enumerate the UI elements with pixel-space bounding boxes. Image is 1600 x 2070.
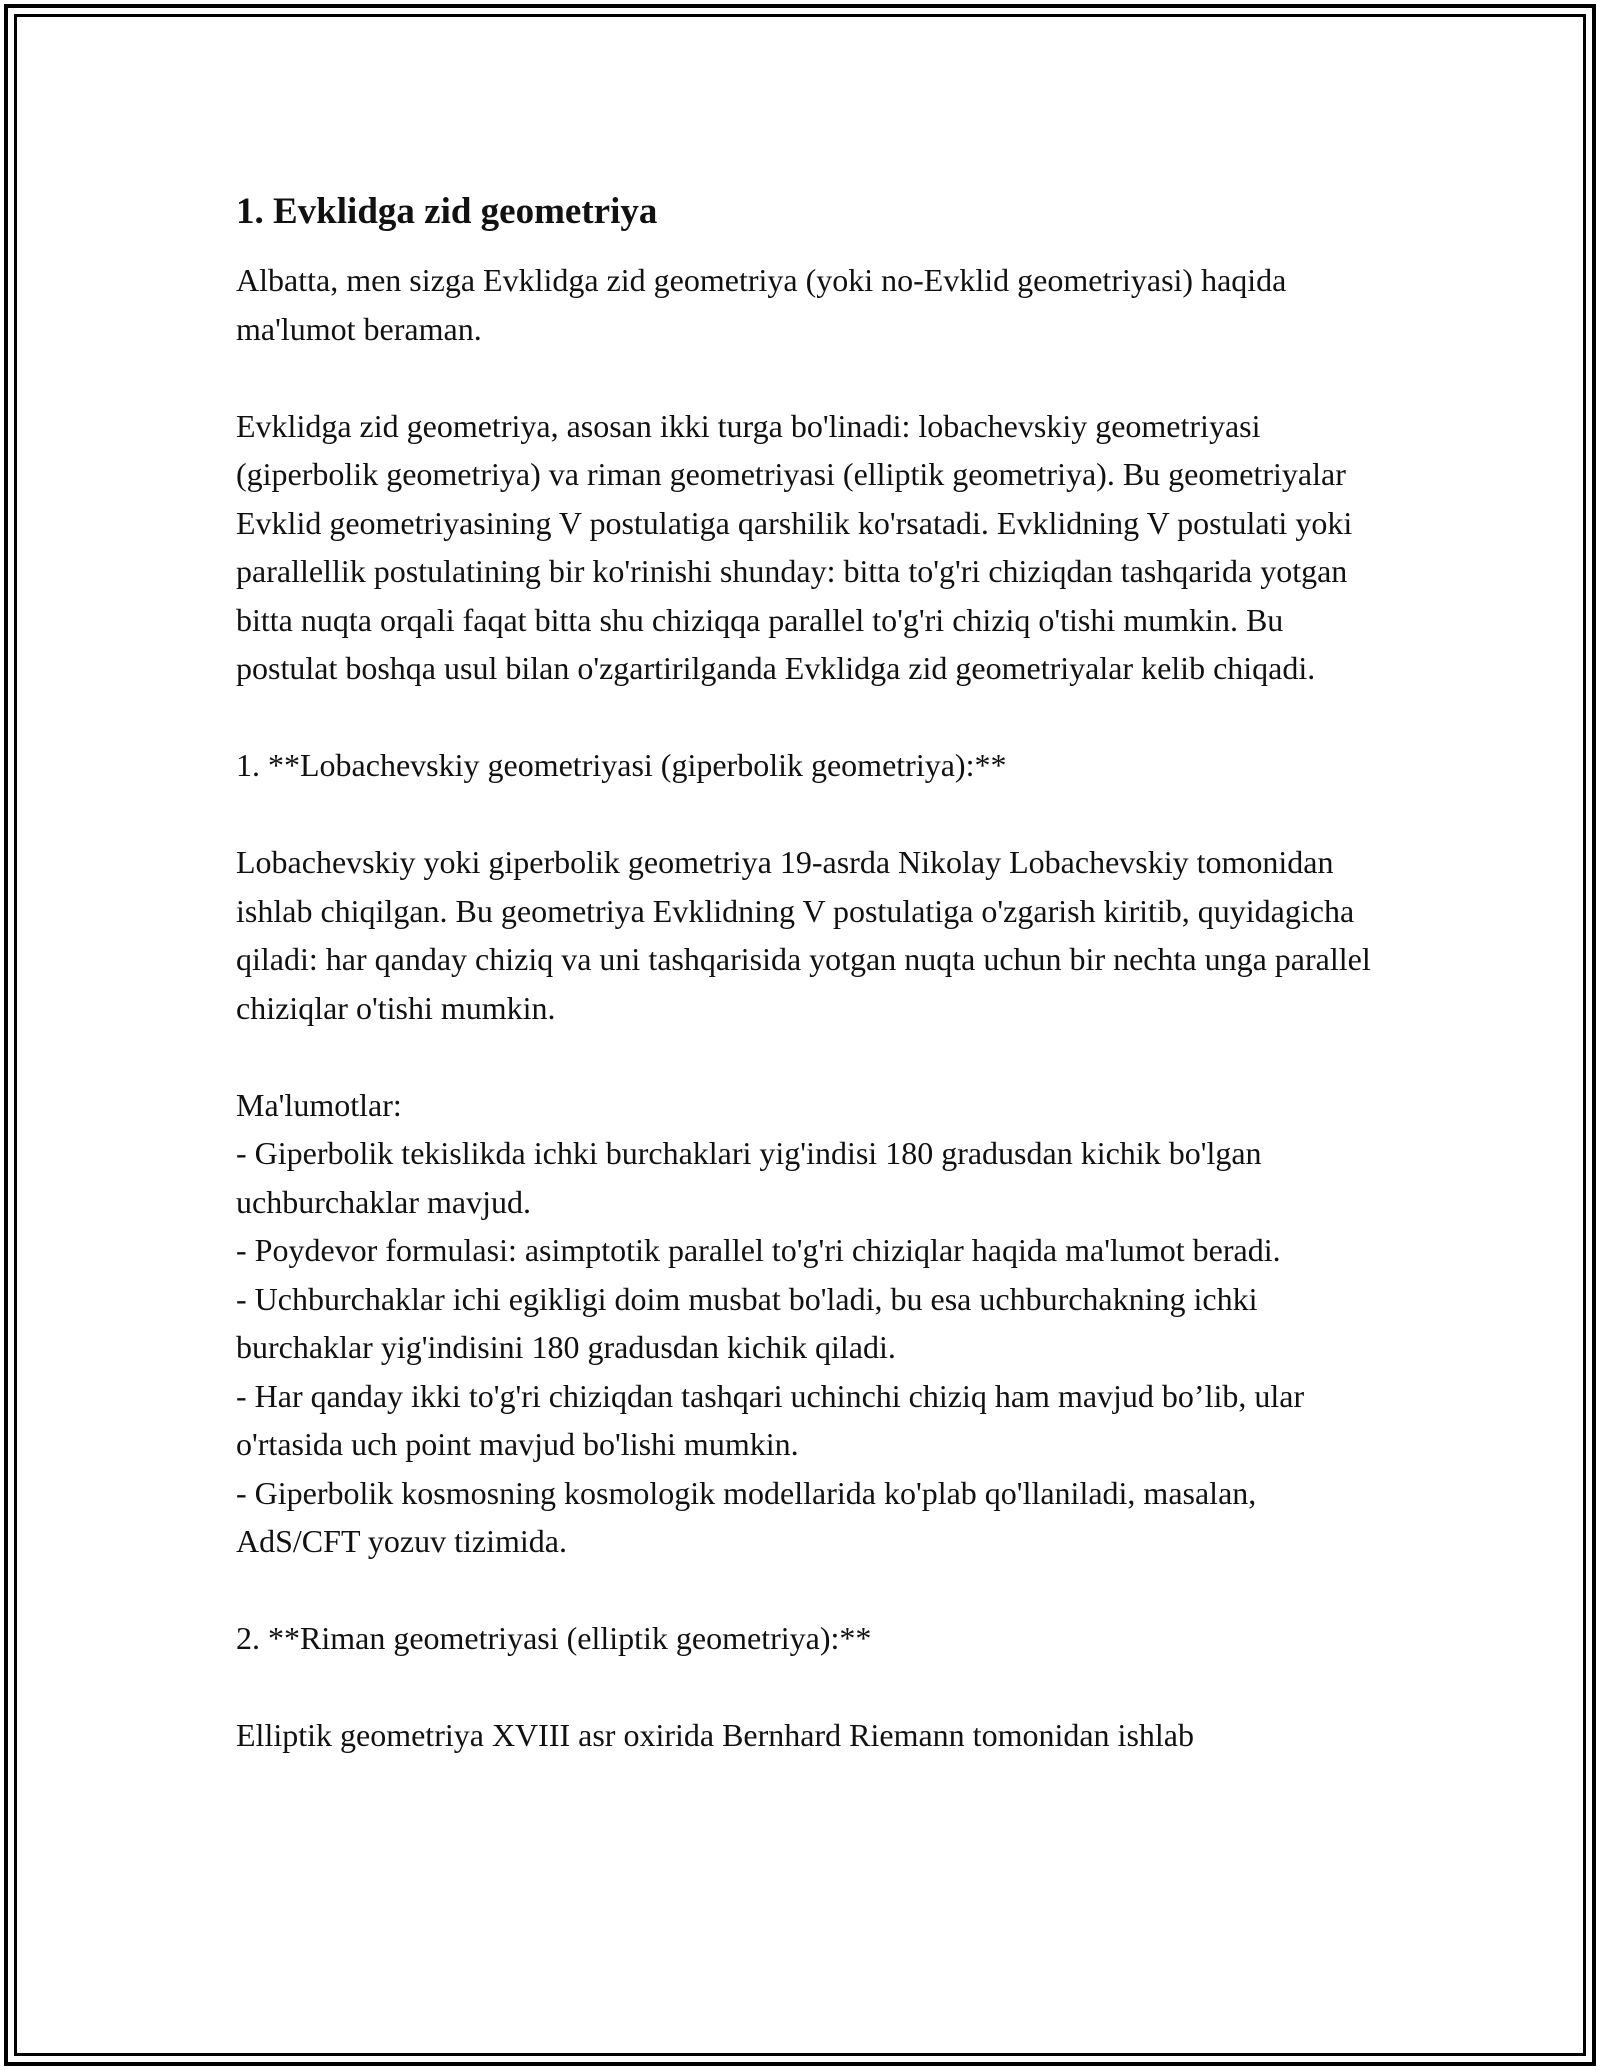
section1-heading: 1. **Lobachevskiy geometriyasi (giperbolik geometriya):**	[236, 747, 1007, 783]
facts-list	[236, 1081, 1376, 1566]
list-item: - Giperbolik kosmosning kosmologik modellarida ko'plab qo'llaniladi, masalan, AdS/CFT yozuv tizimida.	[236, 1474, 1263, 1559]
document-title: 1. Evklidga zid geometriya	[236, 191, 658, 232]
facts-label: Ma'lumotlar:	[236, 1086, 402, 1123]
list-item: - Har qanday ikki to'g'ri chiziqdan tashqari uchinchi chiziq ham mavjud bo’lib, ular o'rtasida uch point mavjud bo'lishi mumkin.	[236, 1377, 1313, 1462]
overview-paragraph: Evklidga zid geometriya, asosan ikki turga bo'linadi: lobachevskiy geometriyasi (giperbolik geometriya) va riman geometriyasi (elliptik geometriya). Bu geometriyalar Evklid geometriyasining V postulatiga qarshilik ko'rsatadi. Evklidning V postulati yoki parallellik postulatining bir ko'rinishi shunday: bitta to'g'ri chiziqdan tashqarida yotgan bitta nuqta orqali faqat bitta shu chiziqqa parallel to'g'ri chiziq o'tishi mumkin. Bu postulat boshqa usul bilan o'zgartirilganda Evklidga zid geometriyalar kelib chiqadi.	[236, 407, 1361, 686]
list-item: - Poydevor formulasi: asimptotik parallel to'g'ri chiziqlar haqida ma'lumot beradi.	[236, 1232, 1281, 1268]
document-body	[236, 188, 1379, 1808]
list-item: - Uchburchaklar ichi egikligi doim musbat bo'ladi, bu esa uchburchakning ichki burchaklar yig'indisini 180 gradusdan kichik qiladi.	[236, 1280, 1266, 1365]
section2-paragraph: Elliptik geometriya XVIII asr oxirida Bernhard Riemann tomonidan ishlab	[236, 1717, 1194, 1753]
list-item: - Giperbolik tekislikda ichki burchaklari yig'indisi 180 gradusdan kichik bo'lgan uchburchaklar mavjud.	[236, 1135, 1270, 1220]
section1-paragraph: Lobachevskiy yoki giperbolik geometriya 19-asrda Nikolay Lobachevskiy tomonidan ishlab chiqilgan. Bu geometriya Evklidning V postulatiga o'zgarish kiritib, quyidagicha qiladi: har qanday chiziq va uni tashqarisida yotgan nuqta uchun bir nechta unga parallel chiziqlar o'tishi mumkin.	[236, 844, 1379, 1026]
intro-paragraph: Albatta, men sizga Evklidga zid geometriya (yoki no-Evklid geometriyasi) haqida ma'lumot beraman.	[236, 262, 1295, 347]
section2-heading: 2. **Riman geometriyasi (elliptik geometriya):**	[236, 1620, 872, 1656]
